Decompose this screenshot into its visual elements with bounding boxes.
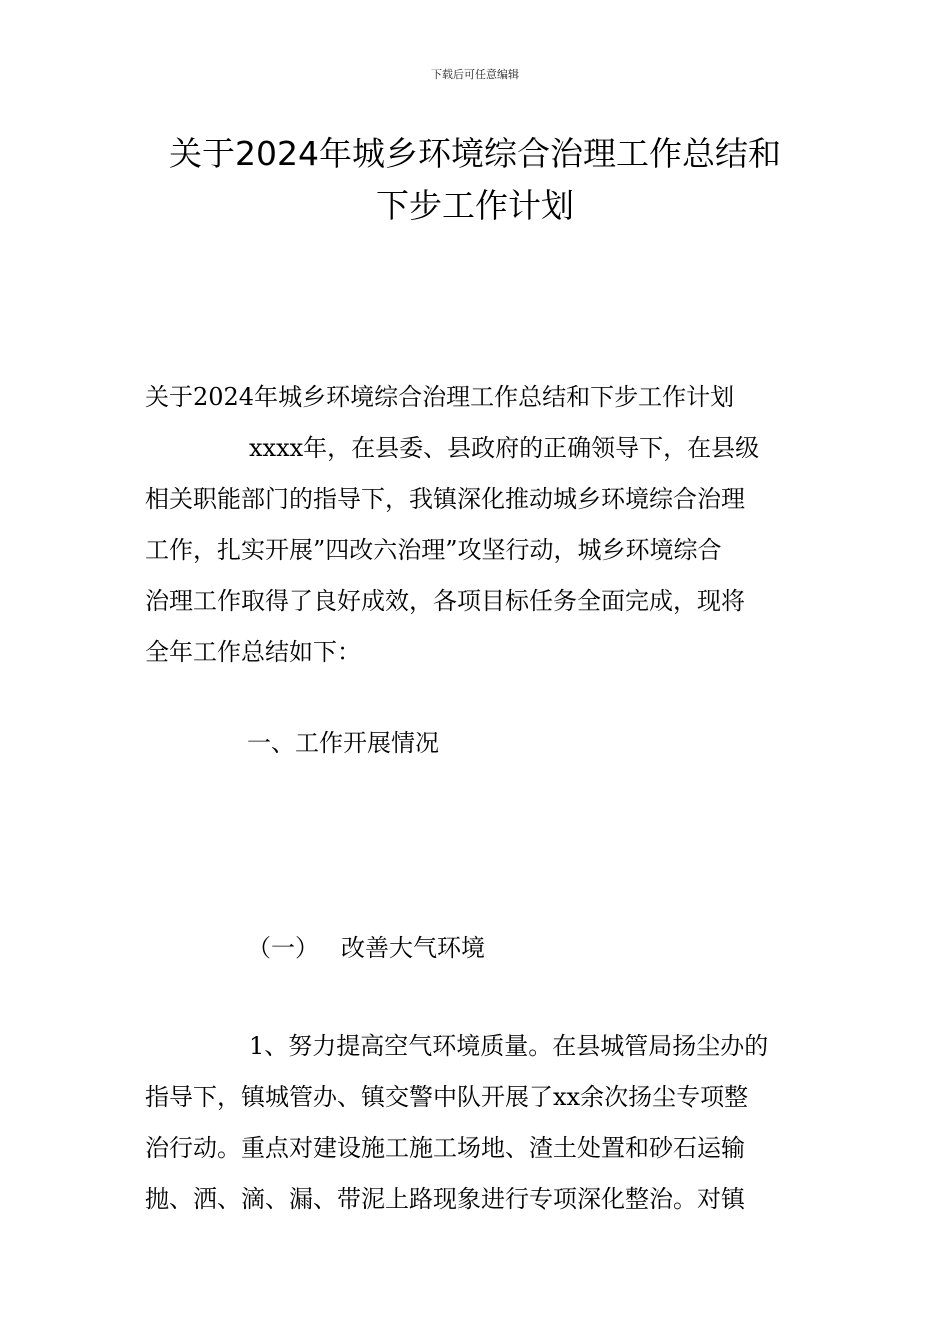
para-1-line-4: 抛、洒、滴、漏、带泥上路现象进行专项深化整治。对镇 — [145, 1185, 745, 1213]
header-note: 下载后可任意编辑 — [431, 68, 519, 81]
section-heading-1: 一、工作开展情况 — [247, 729, 439, 757]
intro-line-3: 工作，扎实开展”四改六治理”攻坚行动，城乡环境综合 — [145, 536, 722, 564]
intro-line-2: 相关职能部门的指导下，我镇深化推动城乡环境综合治理 — [145, 485, 745, 513]
paragraph-1 — [145, 1021, 810, 1225]
subsection-number: （一） — [247, 934, 319, 962]
para-1-line-2: 指导下，镇城管办、镇交警中队开展了xx余次扬尘专项整 — [145, 1083, 749, 1111]
para-1-line-1: 1、努力提高空气环境质量。在县城管局扬尘办的 — [249, 1032, 769, 1060]
document-title — [120, 128, 830, 232]
intro-line-1: xxxx年，在县委、县政府的正确领导下，在县级 — [249, 434, 760, 462]
intro-line-5: 全年工作总结如下： — [145, 638, 361, 666]
para-1-line-3: 治行动。重点对建设施工施工场地、渣土处置和砂石运输 — [145, 1134, 745, 1162]
title-line-1: 关于2024年城乡环境综合治理工作总结和 — [169, 134, 781, 173]
intro-block — [145, 372, 810, 678]
title-line-2: 下步工作计划 — [376, 186, 574, 225]
intro-line-4: 治理工作取得了良好成效，各项目标任务全面完成，现将 — [145, 587, 745, 615]
subtitle-line: 关于2024年城乡环境综合治理工作总结和下步工作计划 — [145, 383, 735, 411]
subsection-title: 改善大气环境 — [341, 934, 485, 962]
subsection-heading-1 — [247, 923, 485, 974]
